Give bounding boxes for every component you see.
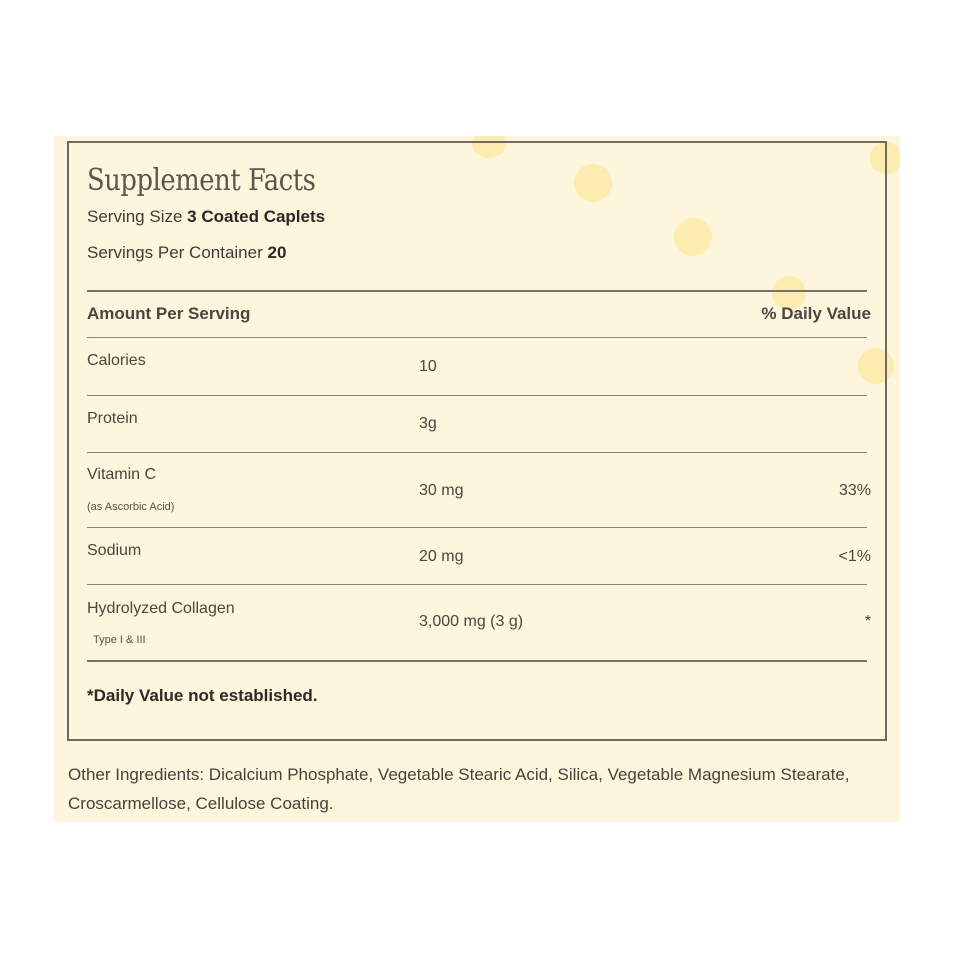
nutrient-amount: 20 mg — [419, 548, 464, 565]
divider — [87, 527, 867, 528]
servings-per-container — [87, 243, 286, 263]
nutrient-amount: 3,000 mg (3 g) — [419, 613, 524, 630]
header-daily-value: % Daily Value — [761, 304, 871, 323]
divider — [87, 337, 867, 338]
nutrient-name: Calories — [87, 352, 146, 369]
daily-value-footnote: *Daily Value not established. — [87, 686, 318, 705]
nutrient-subtext: (as Ascorbic Acid) — [87, 501, 175, 513]
nutrient-amount: 3g — [419, 415, 437, 432]
nutrient-daily-value: <1% — [838, 548, 871, 565]
servings-label: Servings Per Container — [87, 243, 268, 262]
nutrient-amount: 10 — [419, 358, 437, 375]
nutrient-daily-value: 33% — [838, 482, 871, 499]
nutrient-name: Sodium — [87, 542, 142, 559]
header-amount-per-serving: Amount Per Serving — [87, 304, 251, 323]
nutrient-name: Hydrolyzed Collagen — [87, 600, 235, 617]
facts-box — [67, 141, 887, 741]
serving-size-label: Serving Size — [87, 207, 188, 226]
divider — [87, 290, 867, 292]
servings-value: 20 — [267, 243, 287, 262]
serving-size — [87, 207, 325, 227]
serving-size-value: 3 Coated Caplets — [187, 207, 326, 226]
facts-title: Supplement Facts — [87, 163, 316, 198]
divider — [87, 584, 867, 585]
supplement-panel — [54, 136, 900, 822]
nutrient-daily-value: * — [864, 613, 871, 630]
nutrient-name: Protein — [87, 410, 138, 427]
nutrient-name: Vitamin C — [87, 466, 157, 483]
nutrient-amount: 30 mg — [419, 482, 464, 499]
divider — [87, 395, 867, 396]
nutrient-subtext: Type I & III — [93, 634, 146, 646]
other-ingredients: Other Ingredients: Dicalcium Phosphate, Vegetable Stearic Acid, Silica, Vegetable Magnesium Stearate, Croscarmellose, Cellulose Coating. — [68, 765, 850, 813]
divider — [87, 660, 867, 662]
divider — [87, 452, 867, 453]
